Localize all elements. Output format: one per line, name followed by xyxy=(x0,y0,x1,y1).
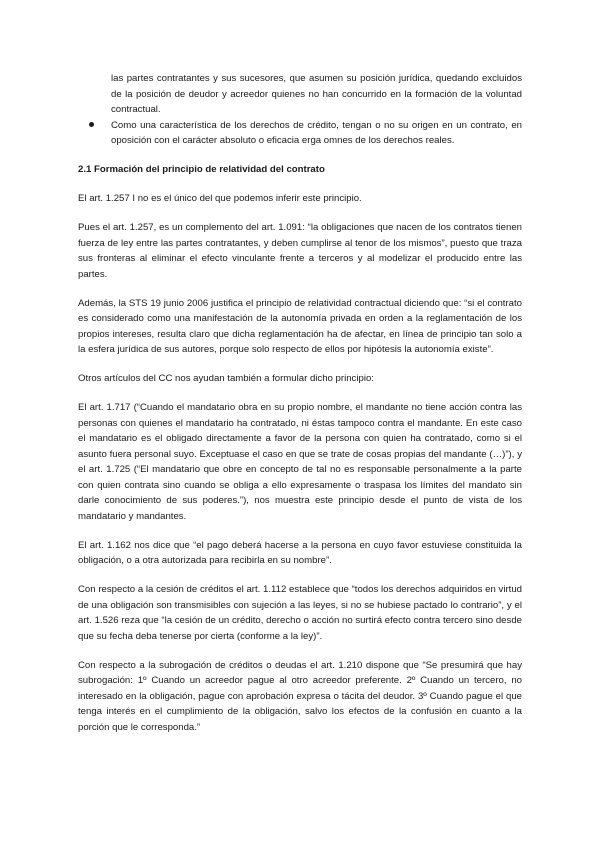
paragraph-8: Con respecto a la subrogación de créditos o deudas el art. 1.210 dispone que “Se presumirá que hay subrogación: 1º Cuando un acreedor pague al otro acreedor preferente. 2º Cuando un tercero, no interesado en la obligación, pague con aprobación expresa o tácita del deudor. 3º Cuando pague el que tenga interés en el cumplimiento de la obligación, salvo los efectos de la confusión en cuanto a la porción que le corresponda.” xyxy=(78,659,522,733)
section-heading: 2.1 Formación del principio de relatividad del contrato xyxy=(78,164,325,175)
paragraph-1: El art. 1.257 I no es el único del que podemos inferir este principio. xyxy=(78,193,362,204)
paragraph-7: Con respecto a la cesión de créditos el art. 1.112 establece que “todos los derechos adquiridos en virtud de una obligación son transmisibles con sujeción a las leyes, si no se hubiese pactado lo contrario”, y el art. 1.526 reza que “la cesión de un crédito, derecho o acción no surtirá efecto contra tercero sino desde que su fecha deba tenerse por cierta (conforme a la ley)”. xyxy=(78,584,522,642)
paragraph-3: Además, la STS 19 junio 2006 justifica el principio de relatividad contractual diciendo que: “si el contrato es considerado como una manifestación de la autonomía privada en orden a la reglamentación de los propios intereses, resulta claro que dicha reglamentación ha de afectar, en línea de principio tan solo a la esfera jurídica de sus autores, porque solo respecto de ellos por hipótesis la autonomía existe”. xyxy=(78,297,522,355)
bullet-text: Como una característica de los derechos de crédito, tengan o no su origen en un contrato, en oposición con el carácter absoluto o eficacia erga omnes de los derechos reales. xyxy=(111,119,522,146)
paragraph-6: El art. 1.162 nos dice que “el pago deberá hacerse a la persona en cuyo favor estuviese constituida la obligación, o a otra autorizada para recibirla en su nombre”. xyxy=(78,539,522,566)
bullet-icon xyxy=(89,122,94,127)
paragraph-2: Pues el art. 1.257, es un complemento del art. 1.091: “la obligaciones que nacen de los contratos tienen fuerza de ley entre las partes contratantes, y deben cumplirse al tenor de los mismos”, puesto que traza sus fronteras al eliminar el efecto vinculante frente a terceros y al modelizar el producido entre las partes. xyxy=(78,222,522,280)
paragraph-4: Otros artículos del CC nos ayudan también a formular dicho principio: xyxy=(78,373,374,384)
list-item xyxy=(78,118,522,149)
paragraph-5: El art. 1.717 (“Cuando el mandatario obra en su propio nombre, el mandante no tiene acción contra las personas con quienes el mandatario ha contratado, ni éstas tampoco contra el mandante. En este caso el mandatario es el obligado directamente a favor de la persona con quien ha contratado, como si el asunto fuera personal suyo. Exceptuase el caso en que se trate de cosas propias del mandante (…)”), y el art. 1.725 (“El mandatario que obre en concepto de tal no es responsable personalmente a la parte con quien contrata sino cuando se obliga a ello expresamente o traspasa los límites del mandato sin darle conocimiento de sus poderes.”), nos muestra este principio desde el punto de vista de los mandatario y mandantes. xyxy=(78,402,522,522)
continuation-paragraph: las partes contratantes y sus sucesores, que asumen su posición jurídica, quedando excluidos de la posición de deudor y acreedor quienes no han concurrido en la formación de la voluntad contractual. xyxy=(111,73,522,115)
